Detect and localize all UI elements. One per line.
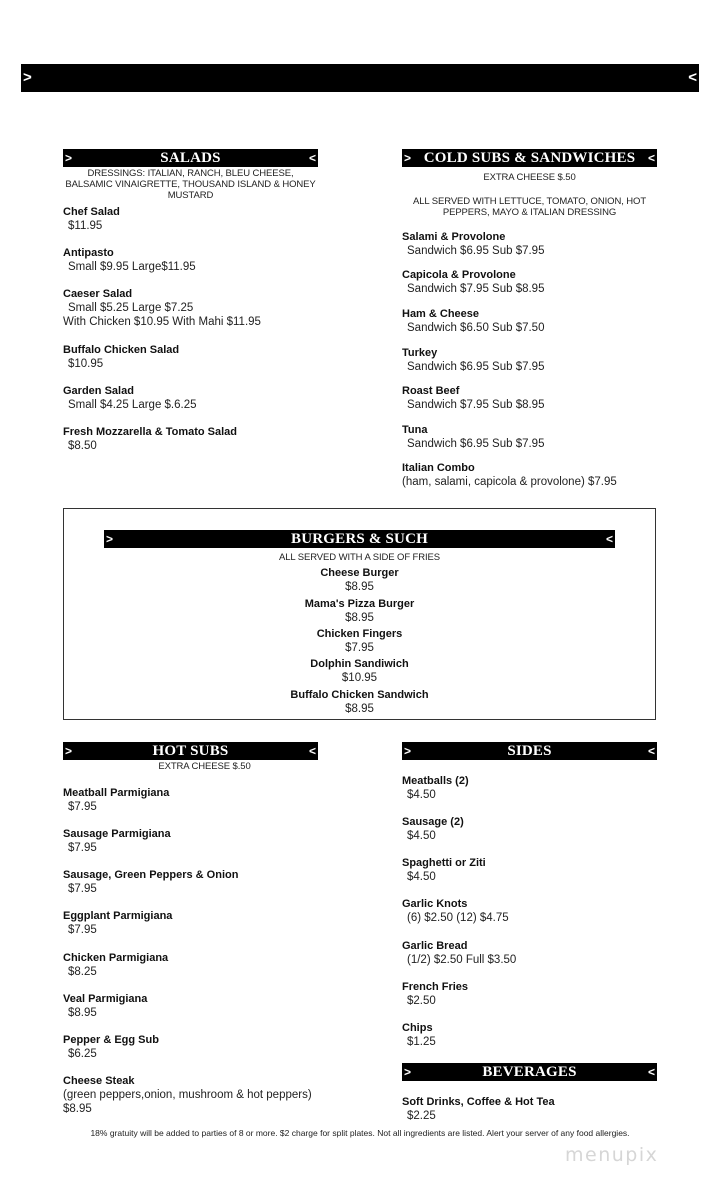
item-name: Ham & Cheese [402,308,480,320]
menu-item [63,426,237,453]
item-price: $1.25 [407,1036,436,1048]
item-price: $10.95 [68,358,104,370]
cold-subs-banner [402,149,657,167]
menu-item [63,288,261,329]
item-name: Turkey [402,347,438,359]
item-name: Italian Combo [402,462,475,474]
arrow-left-icon: < [605,532,613,546]
arrow-right-icon: > [23,69,32,86]
item-name: Garden Salad [63,385,134,397]
item-price: Sandwich $6.95 Sub $7.95 [407,245,545,257]
hot-subs-title: HOT SUBS [152,743,229,759]
arrow-left-icon: < [308,744,316,758]
item-price: (green peppers,onion, mushroom & hot peppers) [63,1089,312,1101]
cold-subs-served-note: ALL SERVED WITH LETTUCE, TOMATO, ONION, HOT PEPPERS, MAYO & ITALIAN DRESSING [412,196,647,218]
item-price: Sandwich $7.95 Sub $8.95 [407,399,545,411]
item-price: $10.95 [341,672,378,684]
beverages-banner [402,1063,657,1081]
item-name: Garlic Bread [402,940,468,952]
item-price-extra: With Chicken $10.95 With Mahi $11.95 [63,316,261,328]
menu-item [63,658,656,685]
menu-item [402,940,516,967]
menu-item [63,828,171,855]
menu-item [63,385,197,412]
menu-item [402,1096,555,1123]
item-price: $8.50 [68,440,97,452]
item-name: Sausage, Green Peppers & Onion [63,869,239,881]
menu-item [63,910,172,937]
menu-item [63,787,169,814]
menu-item [402,308,544,335]
item-name: Cheese Burger [320,567,399,579]
cold-subs-title: COLD SUBS & SANDWICHES [423,150,636,166]
menu-item [63,628,656,655]
menu-item [402,981,468,1008]
item-name: Veal Parmigiana [63,993,148,1005]
arrow-right-icon: > [404,744,412,758]
burgers-banner [104,530,615,548]
item-price: $6.25 [68,1048,97,1060]
item-price: $7.95 [345,642,374,654]
menu-item [63,567,656,594]
footer-disclaimer: 18% gratuity will be added to parties of 8 or more. $2 charge for split plates. Not all ingredients are listed. Alert your server of any food allergies. [90,1128,630,1138]
arrow-right-icon: > [65,744,73,758]
sides-title: SIDES [507,743,552,759]
item-name: Chicken Fingers [316,628,403,640]
item-price: $2.50 [407,995,436,1007]
menu-item [402,857,486,884]
item-price: $8.95 [68,1007,97,1019]
item-price: Small $5.25 Large $7.25 [68,302,194,314]
menu-item [63,206,120,233]
menu-item [63,689,656,716]
item-name: Soft Drinks, Coffee & Hot Tea [402,1096,555,1108]
item-name: Eggplant Parmigiana [63,910,173,922]
item-price: $8.95 [345,703,374,715]
sides-banner [402,742,657,760]
burgers-title: BURGERS & SUCH [291,531,428,547]
menu-item [402,385,544,412]
hot-subs-cheese-note: EXTRA CHEESE $.50 [158,761,251,772]
menu-item [63,1075,312,1116]
watermark-logo: menupix [565,1144,659,1166]
salads-title: SALADS [160,150,221,166]
arrow-left-icon: < [647,1065,655,1079]
item-price: $4.50 [407,871,436,883]
salads-dressings-note: DRESSINGS: ITALIAN, RANCH, BLEU CHEESE, BALSAMIC VINAIGRETTE, THOUSAND ISLAND & HONEY MUSTARD [65,168,316,201]
top-header-bar [21,64,699,92]
item-name: Meatball Parmigiana [63,787,170,799]
item-name: Dolphin Sandiwich [310,658,409,670]
item-price-extra: $8.95 [63,1103,92,1115]
menu-item [402,424,544,451]
item-price: (1/2) $2.50 Full $3.50 [407,954,517,966]
item-price: Sandwich $7.95 Sub $8.95 [407,283,545,295]
item-price: $7.95 [68,924,97,936]
menu-item [402,231,544,258]
item-name: French Fries [402,981,469,993]
item-price: (ham, salami, capicola & provolone) $7.95 [402,476,617,488]
item-name: Chips [402,1022,433,1034]
menu-item [402,775,469,802]
cold-subs-cheese-note: EXTRA CHEESE $.50 [483,172,576,183]
menu-item [402,347,544,374]
menu-item [63,993,147,1020]
item-price: $11.95 [68,220,103,232]
menu-item [63,247,196,274]
item-name: Garlic Knots [402,898,468,910]
item-price: Sandwich $6.95 Sub $7.95 [407,438,545,450]
item-name: Buffalo Chicken Sandwich [290,689,429,701]
item-name: Mama's Pizza Burger [304,598,415,610]
arrow-left-icon: < [308,151,316,165]
item-name: Fresh Mozzarella & Tomato Salad [63,426,238,438]
item-price: $4.50 [407,789,436,801]
item-name: Buffalo Chicken Salad [63,344,180,356]
item-price: $4.50 [407,830,436,842]
item-price: (6) $2.50 (12) $4.75 [407,912,509,924]
menu-item [402,462,617,489]
arrow-right-icon: > [404,151,412,165]
item-price: $8.95 [345,612,374,624]
arrow-left-icon: < [647,744,655,758]
item-price: $7.95 [68,883,97,895]
beverages-title: BEVERAGES [482,1064,577,1080]
item-name: Sausage (2) [402,816,464,828]
salads-banner [63,149,318,167]
item-name: Meatballs (2) [402,775,469,787]
item-name: Pepper & Egg Sub [63,1034,159,1046]
item-price: $7.95 [68,801,97,813]
menu-item [63,869,238,896]
menu-item [63,344,179,371]
item-name: Capicola & Provolone [402,269,516,281]
item-price: Small $4.25 Large $.6.25 [68,399,197,411]
item-name: Cheese Steak [63,1075,135,1087]
menu-item [402,269,544,296]
item-name: Roast Beef [402,385,460,397]
item-price: $8.95 [345,581,374,593]
menu-item [63,598,656,625]
menu-item [63,952,168,979]
item-price: $2.25 [407,1110,436,1122]
arrow-right-icon: > [106,532,114,546]
item-name: Sausage Parmigiana [63,828,171,840]
arrow-left-icon: < [688,69,697,86]
menu-item [402,1022,436,1049]
item-name: Tuna [402,424,428,436]
burgers-fries-note: ALL SERVED WITH A SIDE OF FRIES [278,552,441,563]
item-name: Chef Salad [63,206,120,218]
hot-subs-banner [63,742,318,760]
item-name: Antipasto [63,247,114,259]
item-price: Small $9.95 Large$11.95 [68,261,196,273]
arrow-right-icon: > [404,1065,412,1079]
menu-item [402,898,509,925]
item-price: $8.25 [68,966,97,978]
arrow-right-icon: > [65,151,73,165]
arrow-left-icon: < [647,151,655,165]
item-price: Sandwich $6.50 Sub $7.50 [407,322,545,334]
item-name: Chicken Parmigiana [63,952,169,964]
item-name: Caeser Salad [63,288,133,300]
menu-item [63,1034,159,1061]
item-price: $7.95 [68,842,97,854]
item-price: Sandwich $6.95 Sub $7.95 [407,361,545,373]
menu-item [402,816,464,843]
item-name: Salami & Provolone [402,231,506,243]
item-name: Spaghetti or Ziti [402,857,486,869]
